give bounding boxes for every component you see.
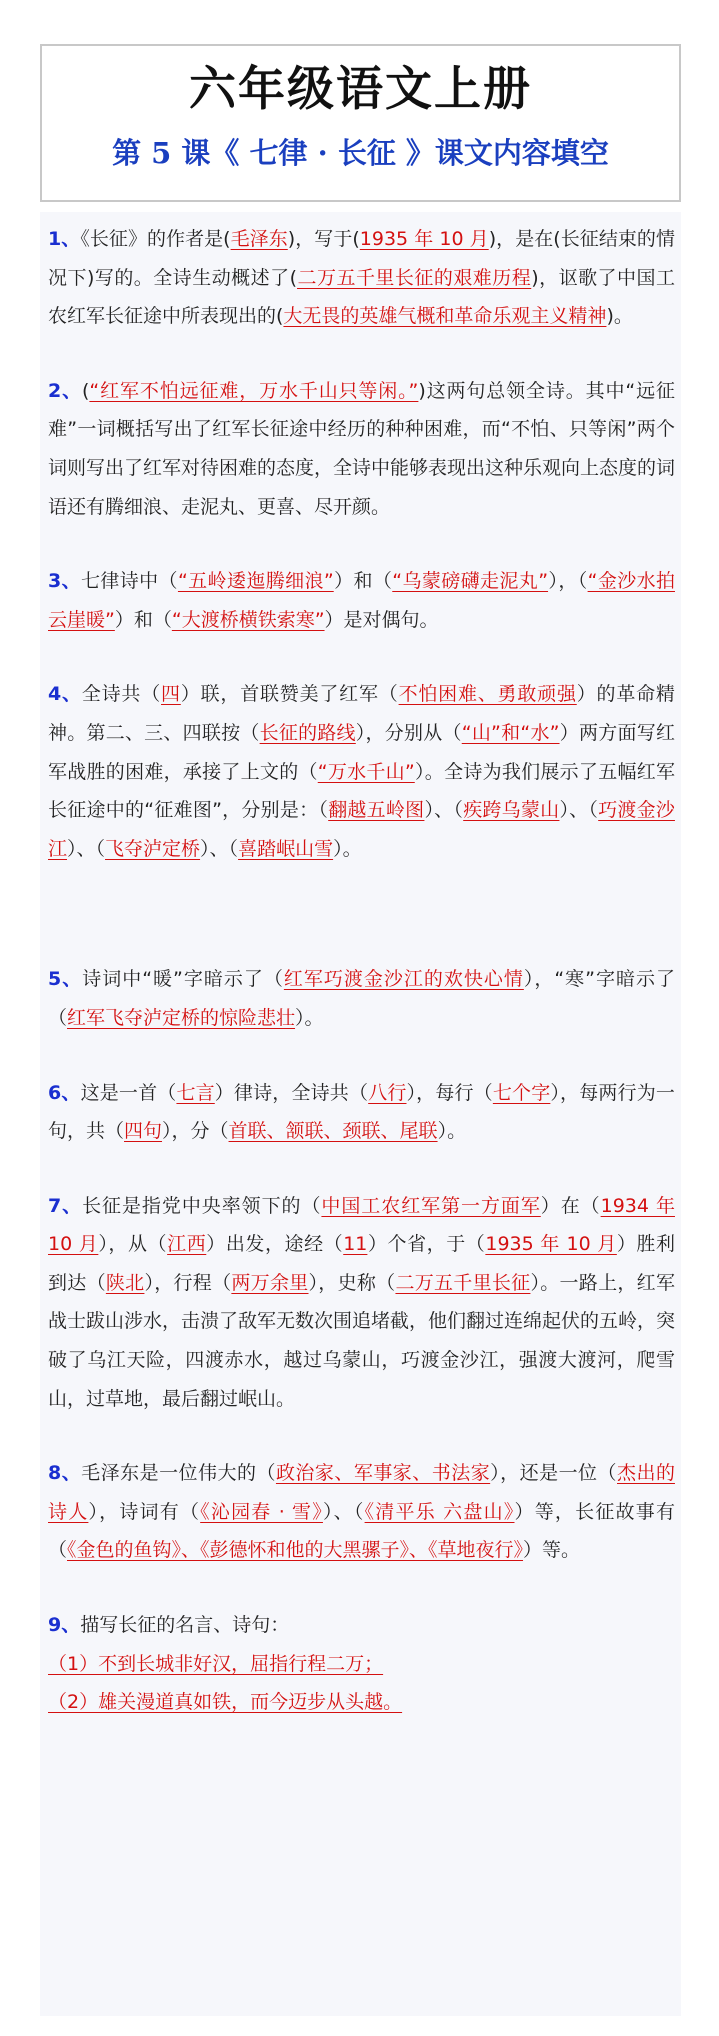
answer: （1）不到长城非好汉，屈指行程二万； <box>48 1652 384 1675</box>
question-text: ），（ <box>548 570 588 593</box>
answer: 飞夺泸定桥 <box>105 837 201 860</box>
question-text: ），史称（ <box>308 1271 396 1294</box>
answer: 两万余里 <box>231 1271 309 1294</box>
question-text: ）、（ <box>559 799 599 822</box>
question-number: 7、 <box>48 1194 83 1217</box>
question-text: 描写长征的名言、诗句： <box>80 1614 290 1637</box>
answer: 四句 <box>124 1120 163 1143</box>
answer: 疾跨乌蒙山 <box>463 799 560 822</box>
answer: “山”和“水” <box>461 721 560 744</box>
question-text: ），行程（ <box>144 1271 232 1294</box>
question-3 <box>48 562 675 639</box>
question-text: ）、（ <box>322 1500 365 1523</box>
question-text: ）。 <box>295 1006 324 1029</box>
answer: 《金色的鱼钩》、《彭德怀和他的大黑骡子》、《草地夜行》 <box>67 1539 524 1562</box>
question-text: ）。一路上，红军战士跋山涉水，击溃了敌军无数次围追堵截，他们翻过连绵起伏的五岭，突破了乌江天险，四渡赤水，越过乌蒙山，巧渡金沙江，强渡大渡河，爬雪山，过草地，最后翻过岷山。 <box>48 1271 676 1410</box>
question-text: ）的革命精神。第二、三、四联按（ <box>48 683 675 744</box>
answer: 翻越五岭图 <box>328 799 425 822</box>
answer: 七言 <box>176 1081 215 1104</box>
question-text: 七律诗中（ <box>81 570 178 593</box>
answer: （2）雄关漫道真如铁，而今迈步从头越。 <box>48 1691 403 1714</box>
answer: 《清平乐 六盘山》 <box>364 1500 515 1523</box>
question-text: ）胜利到达（ <box>48 1233 675 1294</box>
quote-line-1 <box>48 1645 675 1684</box>
answer: “乌蒙磅礴走泥丸” <box>392 570 549 593</box>
question-text: ），还是一位（ <box>490 1462 617 1485</box>
question-text: 这是一首（ <box>80 1081 177 1104</box>
answer: “五岭逶迤腾细浪” <box>177 570 334 593</box>
answer: 11 <box>343 1233 368 1256</box>
question-number: 4、 <box>48 683 82 706</box>
question-number: 2、 <box>48 379 82 402</box>
question-text: )，讴歌了中国工农红军长征途中所表现出的( <box>48 266 675 328</box>
question-text: 全诗共（ <box>81 683 162 706</box>
answer: 喜踏岷山雪 <box>238 837 334 860</box>
question-text: ）在（ <box>540 1194 601 1217</box>
question-number: 9、 <box>48 1614 81 1637</box>
answer: 二万五千里长征 <box>395 1271 531 1294</box>
question-text: ）、（ <box>200 837 239 860</box>
question-text: ( <box>81 379 90 402</box>
question-text: ）出发，途经（ <box>206 1233 344 1256</box>
answer: 四 <box>161 683 181 706</box>
question-text: )这两句总领全诗。其中“远征难”一词概括写出了红军长征途中经历的种种困难，而“不怕、只等闲”两个词则写出了红军对待困难的态度，全诗中能够表现出这种乐观向上态度的词语还有腾细浪、走泥丸、更喜、尽开颜。 <box>48 379 676 518</box>
page-title: 六年级语文上册 <box>189 62 532 117</box>
question-text: ）。 <box>333 837 362 860</box>
question-text: ）。 <box>437 1120 467 1143</box>
question-number: 1、 <box>48 228 81 250</box>
answer: 1935 年 10 月 <box>359 228 489 250</box>
question-2 <box>48 372 675 526</box>
answer: 《沁园春 · 雪》 <box>200 1500 323 1523</box>
answer: 二万五千里长征的艰难历程 <box>297 266 532 289</box>
answer: 陕北 <box>105 1271 145 1294</box>
question-text: 《长征》的作者是( <box>80 228 231 250</box>
answer: 江西 <box>167 1233 207 1256</box>
question-text: ）和（ <box>333 570 393 593</box>
question-1 <box>48 220 675 336</box>
header-box <box>40 44 681 202</box>
question-8 <box>48 1454 675 1570</box>
answer: “大渡桥横铁索寒” <box>171 608 325 631</box>
answer: 七个字 <box>492 1081 551 1104</box>
answer: 八行 <box>368 1081 407 1104</box>
question-6 <box>48 1074 675 1151</box>
question-text: ）、（ <box>67 837 106 860</box>
question-text: ）律诗，全诗共（ <box>214 1081 369 1104</box>
answer: 长征的路线 <box>259 721 356 744</box>
question-text: ）、（ <box>424 799 464 822</box>
answer: 不怕困难、勇敢顽强 <box>398 683 577 706</box>
answer: 红军巧渡金沙江的欢快心情 <box>283 968 524 991</box>
answer: 毛泽东 <box>230 228 288 250</box>
answer: 首联、颔联、颈联、尾联 <box>228 1120 438 1143</box>
question-text: )，写于( <box>287 228 360 250</box>
question-9 <box>48 1606 675 1722</box>
answer: “万水千山” <box>317 760 415 783</box>
question-text: ），“寒”字暗示了（ <box>48 968 676 1029</box>
question-text: ），从（ <box>98 1233 168 1256</box>
answer: 1935 年 10 月 <box>485 1233 617 1256</box>
question-text: ），诗词有（ <box>88 1500 201 1523</box>
answer: “金沙水拍云崖暖” <box>48 570 675 631</box>
question-text: )。 <box>606 305 633 328</box>
question-text: )，是在(长征结束的情况下)写的。全诗生动概述了( <box>48 228 675 289</box>
question-text: ），每行（ <box>406 1081 493 1104</box>
question-number: 5、 <box>48 968 83 991</box>
question-number: 8、 <box>48 1462 82 1485</box>
answer: “红军不怕远征难，万水千山只等闲。” <box>89 379 419 402</box>
question-number: 3、 <box>48 570 81 593</box>
question-4 <box>48 675 675 868</box>
answer: 政治家、军事家、书法家 <box>275 1462 491 1485</box>
question-text: ）等，长征故事有（ <box>48 1500 675 1562</box>
quote-line-2 <box>48 1683 675 1722</box>
question-text: ）等。 <box>523 1539 581 1562</box>
answer: 1934 年 10 月 <box>48 1194 675 1256</box>
question-text: ）联，首联赞美了红军（ <box>180 683 399 706</box>
answer: 杰出的诗人 <box>48 1462 675 1523</box>
question-text: 毛泽东是一位伟大的（ <box>81 1462 276 1485</box>
question-text: ），分（ <box>162 1120 229 1143</box>
question-number: 6、 <box>48 1081 81 1104</box>
page-subtitle: 第 5 课《 七律 · 长征 》课文内容填空 <box>112 136 609 170</box>
question-5 <box>48 960 675 1037</box>
question-7 <box>48 1187 675 1419</box>
question-text: ）个省，于（ <box>367 1233 486 1256</box>
answer: 中国工农红军第一方面军 <box>321 1194 541 1217</box>
question-text: ）两方面写红军战胜的困难，承接了上文的（ <box>48 721 675 783</box>
question-text: ），分别从（ <box>355 721 462 744</box>
question-text: ）。全诗为我们展示了五幅红军长征途中的“征难图”，分别是：（ <box>48 760 675 822</box>
content-panel <box>40 212 681 2016</box>
answer: 巧渡金沙江 <box>48 799 675 860</box>
question-text: ）是对偶句。 <box>324 608 439 631</box>
answer: 大无畏的英雄气概和革命乐观主义精神 <box>283 305 607 328</box>
question-text: ），每两行为一句，共（ <box>48 1081 675 1143</box>
question-text: ）和（ <box>114 608 172 631</box>
question-text: 诗词中“暖”字暗示了（ <box>82 968 284 991</box>
answer: 红军飞夺泸定桥的惊险悲壮 <box>67 1006 296 1029</box>
question-text: 长征是指党中央率领下的（ <box>82 1194 322 1217</box>
